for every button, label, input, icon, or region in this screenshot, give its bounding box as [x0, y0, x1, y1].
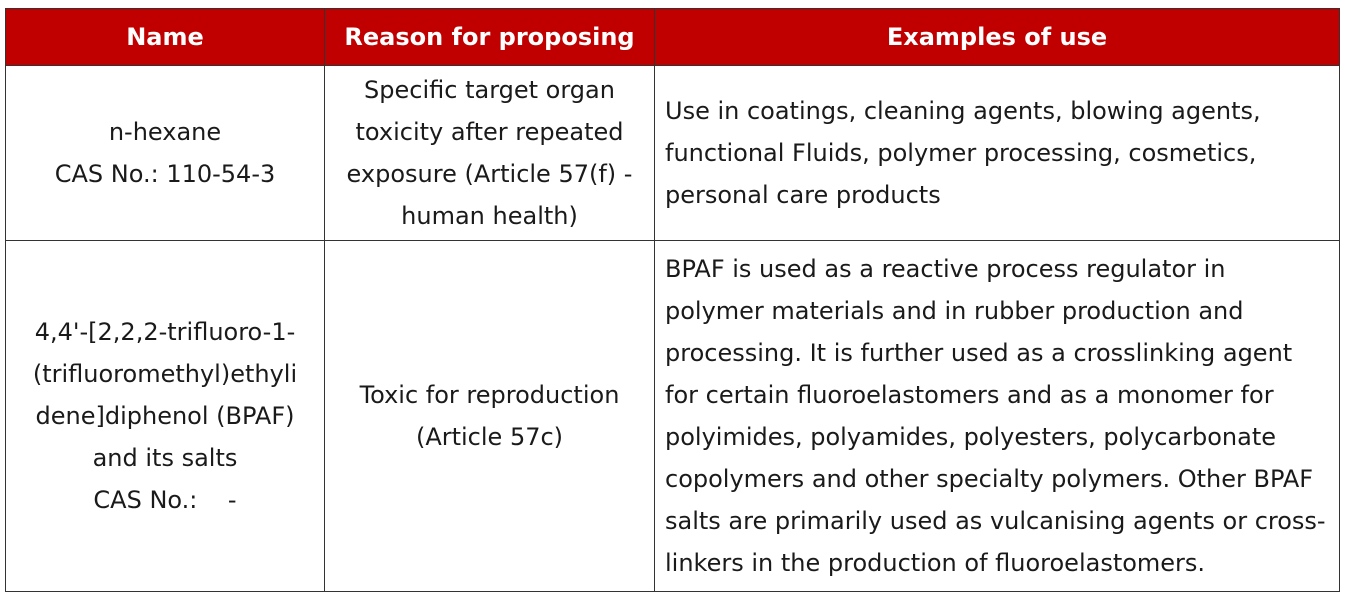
substance-name-cell — [6, 66, 325, 241]
reason-cell — [325, 66, 655, 241]
reason-line: toxicity after repeated — [355, 118, 624, 146]
cas-number: CAS No.: 110-54-3 — [54, 160, 276, 188]
use-line: salts are primarily used as vulcanising agents or cross- — [665, 507, 1326, 535]
header-name: Name — [6, 9, 325, 66]
reason-line: human health) — [401, 202, 578, 230]
use-line: for certain fluoroelastomers and as a monomer for — [665, 381, 1274, 409]
use-line: personal care products — [665, 181, 941, 209]
reason-line: Toxic for reproduction — [359, 381, 620, 409]
use-line: BPAF is used as a reactive process regulator in — [665, 255, 1226, 283]
table-body — [6, 66, 1340, 592]
header-reason: Reason for proposing — [325, 9, 655, 66]
use-line: copolymers and other specialty polymers. Other BPAF — [665, 465, 1314, 493]
table-row — [6, 66, 1340, 241]
substance-name-cell — [6, 241, 325, 592]
use-line: linkers in the production of fluoroelastomers. — [665, 549, 1206, 577]
svhc-table — [5, 8, 1340, 592]
name-line: n-hexane — [108, 118, 222, 146]
use-line: Use in coatings, cleaning agents, blowing agents, — [665, 97, 1261, 125]
use-line: processing. It is further used as a crosslinking agent — [665, 339, 1293, 367]
table-row — [6, 241, 1340, 592]
examples-cell — [655, 241, 1340, 592]
reason-cell — [325, 241, 655, 592]
table-header — [6, 9, 1340, 66]
reason-line: Specific target organ — [364, 76, 615, 104]
use-line: functional Fluids, polymer processing, cosmetics, — [665, 139, 1257, 167]
cas-number: CAS No.: - — [93, 486, 237, 514]
use-line: polyimides, polyamides, polyesters, polycarbonate — [665, 423, 1277, 451]
examples-cell — [655, 66, 1340, 241]
name-line: dene]diphenol (BPAF) — [35, 402, 295, 430]
name-line: 4,4'-[2,2,2-trifluoro-1- — [34, 318, 296, 346]
name-line: (trifluoromethyl)ethyli — [32, 360, 298, 388]
reason-line: (Article 57c) — [415, 423, 564, 451]
header-examples: Examples of use — [655, 9, 1340, 66]
reason-line: exposure (Article 57(f) - — [346, 160, 633, 188]
header-row — [6, 9, 1340, 66]
name-line: and its salts — [92, 444, 238, 472]
use-line: polymer materials and in rubber production and — [665, 297, 1244, 325]
